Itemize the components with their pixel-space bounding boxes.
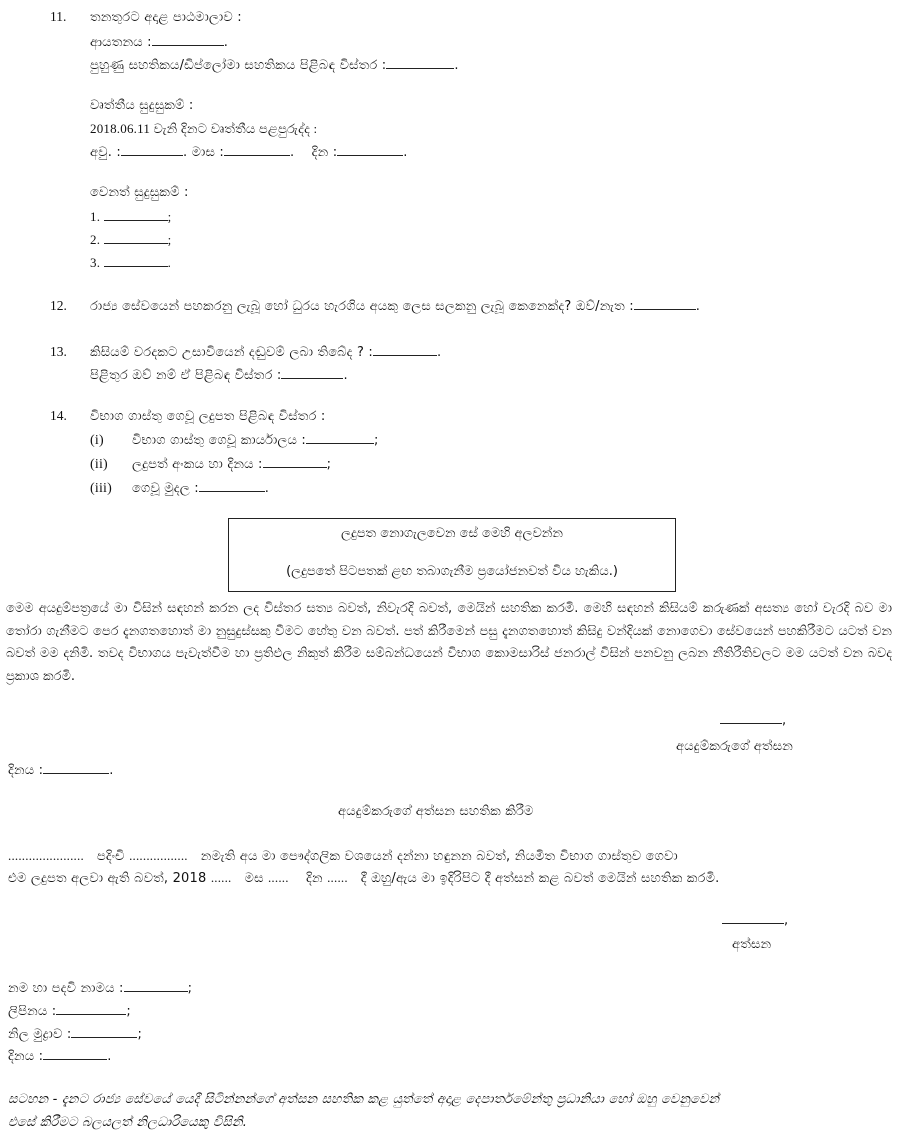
declaration-paragraph: මෙම අයදුම්පත්‍රයේ මා විසින් සඳහන් කරන ලද විස්තර සත්‍ය බවත්, නිවැරදි බවත්, මෙයින් සහතික කරමි. මෙහි සඳහන් කිසියම් කරුණක් අසත්‍ය හෝ වැරදි බව මා තෝරා ගැනීමට පෙර දැනගතහොත් මා නුසුදුස්සකු වීමට හේතු වන බවත්. පත් කිරීමෙන් පසු දැනගතහොත් කිසිදු වන්දියක් නොගෙවා සේවයෙන් පහකිරීමට යටත් වන බවත් මම දනිමි. තවද විභාගය පැවැත්වීම හා ප්‍රතිඵල නිකුත් කිරීම සම්බන්ධයෙන් විභාග කොමසාරිස් ජනරාල් විසින් පනවනු ලබන නීතිරීතිවලට මම යටත් වන බවද ප්‍රකාශ කරමි. (6, 601, 892, 684)
attestation-line-2-text: දී ඔහු/ඇය මා ඉදිරිපිට දී අත්සන් කළ බවත් මෙයින් සහතික කරමි. (360, 871, 720, 886)
note-line-1: සටහන - දැනට රාජ්‍ය සේවයේ යෙදී සිටින්නන්ගේ අත්සන සහතික කළ යුත්තේ අදාළ දෙපාර්තමේන්තු ප්‍රධානියා හෝ ඔහු වෙනුවෙන් (8, 1092, 720, 1107)
experience-as-of-text: 2018.06.11 වැනි දිනට වෘත්තීය පළපුරුද්ද : (90, 121, 318, 136)
attester-signature-label: අත්සන (732, 937, 772, 952)
official-seal-field: නිල මුද්‍රාව : ; (8, 1027, 143, 1042)
section-13-number: 13. (50, 344, 67, 359)
officer-address-field: ලිපිනය : ; (8, 1004, 131, 1019)
fee-office-blank[interactable] (306, 433, 374, 444)
other-qualifications-title: වෙනත් සුදුසුකම් : (90, 185, 189, 200)
day-label: දින (306, 871, 323, 886)
officer-date-label: දිනය : (8, 1049, 44, 1064)
officer-date-blank[interactable] (43, 1049, 107, 1060)
receipt-box-instruction: ලදුපත නොගැලවෙන සේ මෙහි අලවන්න (341, 526, 563, 541)
attestation-line-1-text: නමැති අය මා පෞද්ගලික වශයෙන් දන්නා හඳුනන බවත්, නියමිත විභාග ගාස්තුව ගෙවා (200, 849, 678, 864)
attestation-line-1 (8, 847, 678, 866)
applicant-date-field: දිනය : . (8, 763, 114, 778)
amount-paid-blank[interactable] (199, 481, 265, 492)
officer-name-field: නම හා පදවි නාමය : ; (8, 981, 193, 996)
attestation-name-dots[interactable]: ...................... (8, 848, 84, 863)
court-punishment-question: කිසියම් වරදකට උසාවියෙන් දඬුවම් ලබා තිබේද ? : . (90, 345, 442, 360)
officer-name-label: නම හා පදවි නාමය : (8, 981, 124, 996)
years-label: අවු. : (90, 145, 121, 160)
officer-address-label: ලිපිනය : (8, 1004, 57, 1019)
experience-as-of-label (90, 120, 317, 139)
officer-name-blank[interactable] (124, 981, 188, 992)
amount-paid-label: ගෙවූ මුදල : (132, 481, 199, 496)
attestation-day-dots[interactable]: ...... (327, 870, 348, 885)
attester-signature-blank[interactable] (722, 913, 784, 924)
days-blank[interactable] (337, 145, 403, 156)
court-detail-blank[interactable] (281, 368, 343, 379)
months-blank[interactable] (224, 145, 290, 156)
section-11-title: තනතුරට අදාළ පාඨමාලාව : (90, 10, 242, 25)
certificate-blank[interactable] (386, 58, 454, 69)
section-12-number: 12. (50, 298, 67, 313)
fee-office-label: විභාග ගාස්තු ගෙවූ කාර්යාලය : (132, 433, 307, 448)
official-seal-label: නිල මුද්‍රාව : (8, 1027, 72, 1042)
court-detail-label: පිළිතුර ඔව් නම් ඒ පිළිබඳ විස්තර : (90, 368, 282, 383)
months-label: මාස : (191, 145, 224, 160)
attestation-line-2 (8, 869, 720, 888)
other-item-number: 2. (90, 232, 101, 247)
applicant-signature-blank[interactable] (720, 713, 782, 724)
certificate-field: පුහුණු සහතිකය/ඩිප්ලෝමා සහතිකය පිළිබඳ විස්තර : . (90, 58, 459, 73)
other-qualification-1: 1. ; (90, 209, 172, 224)
institute-blank[interactable] (152, 35, 224, 46)
section-14-title: විභාග ගාස්තු ගෙවූ ලදුපත පිළිබඳ විස්තර : (90, 409, 326, 424)
dismissal-question: රාජ්‍ය සේවයෙන් පහකරනු ලැබූ හෝ ධුරය හැරගිය අයකු ලෙස සලකනු ලැබූ කෙනෙක්ද? ඔව්/නැත : . (90, 299, 701, 314)
receipt-number-blank[interactable] (263, 457, 327, 468)
applicant-signature-label: අයදුම්කරුගේ අත්සන (676, 739, 794, 754)
section-14-number: 14. (50, 408, 67, 423)
residence-label: පදිංචි (96, 849, 125, 864)
note-line-2: එසේ කිරීමට බලයලත් නිලධාරියෙකු විසිනි. (8, 1115, 248, 1130)
attester-signature-line[interactable] (722, 912, 788, 930)
receipt-paste-box (228, 518, 676, 592)
receipt-number-field: (ii) ලදුපත් අංකය හා දිනය : ; (90, 457, 332, 472)
other-qualification-2: 2. ; (90, 232, 172, 247)
dismissal-question-text: රාජ්‍ය සේවයෙන් පහකරනු ලැබූ හෝ ධුරය හැරගිය අයකු ලෙස සලකනු ලැබූ කෙනෙක්ද? ඔව්/නැත : (90, 299, 634, 314)
attestation-month-dots[interactable]: ...... (267, 870, 289, 885)
receipt-number-label: ලදුපත් අංකය හා දිනය : (132, 457, 263, 472)
officer-date-field: දිනය : . (8, 1049, 112, 1064)
court-question-text: කිසියම් වරදකට උසාවියෙන් දඬුවම් ලබා තිබේද ? : (90, 345, 373, 360)
roman-numeral: (ii) (90, 457, 108, 472)
date-blank[interactable] (43, 763, 109, 774)
signature-comma: , (784, 913, 789, 928)
officer-address-blank[interactable] (56, 1004, 126, 1015)
years-blank[interactable] (121, 145, 183, 156)
applicant-signature-line[interactable] (720, 712, 786, 730)
other-item-blank[interactable] (104, 233, 168, 244)
amount-paid-field: (iii) ගෙවූ මුදල : . (90, 481, 270, 496)
institute-field: ආයතනය : . (90, 35, 229, 50)
certificate-label: පුහුණු සහතිකය/ඩිප්ලෝමා සහතිකය පිළිබඳ විස්තර : (90, 58, 387, 73)
institute-label: ආයතනය : (90, 35, 152, 50)
other-item-blank[interactable] (104, 256, 168, 267)
receipt-box-note: (ලදුපතේ පිටපතක් ළඟ තබාගැනීම ප්‍රයෝජනවත් විය හැකිය.) (286, 564, 618, 579)
days-label: දින : (311, 145, 338, 160)
other-item-number: 3. (90, 255, 101, 270)
official-seal-blank[interactable] (71, 1027, 137, 1038)
fee-office-field: (i) විභාග ගාස්තු ගෙවූ කාර්යාලය : ; (90, 433, 379, 448)
court-blank[interactable] (373, 345, 437, 356)
date-label: දිනය : (8, 763, 44, 778)
attestation-year-dots[interactable]: ...... (210, 870, 232, 885)
other-item-number: 1. (90, 209, 101, 224)
other-item-blank[interactable] (104, 210, 168, 221)
court-detail-field: පිළිතුර ඔව් නම් ඒ පිළිබඳ විස්තර : . (90, 368, 348, 383)
dismissal-blank[interactable] (634, 299, 696, 310)
roman-numeral: (i) (90, 433, 104, 448)
section-11-number: 11. (50, 9, 67, 24)
other-qualification-3: 3. . (90, 255, 172, 270)
experience-duration-row: අවු. : . මාස : . දින : . (90, 145, 408, 160)
signature-comma: , (782, 713, 787, 728)
professional-qualifications-title: වෘත්තීය සුදුසුකම් : (90, 98, 194, 113)
roman-numeral: (iii) (90, 481, 112, 496)
attestation-heading: අයදුම්කරුගේ අත්සන සහතික කිරීම (338, 804, 534, 819)
attestation-year-text: එම ලදුපත අලවා ඇති බවත්, 2018 (8, 871, 207, 886)
attestation-address-dots[interactable]: ................. (129, 848, 188, 863)
month-label: මස (244, 871, 264, 886)
